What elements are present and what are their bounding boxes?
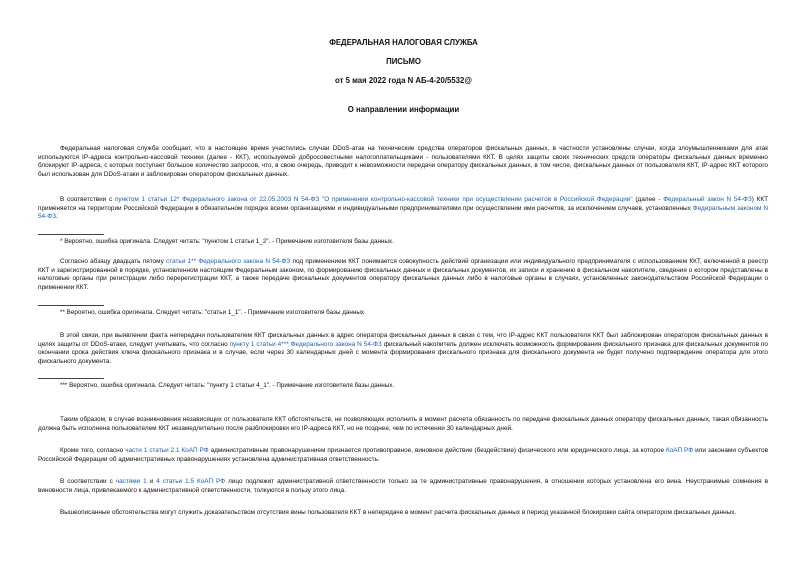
link-koap[interactable]: КоАП РФ bbox=[665, 447, 694, 454]
paragraph-7-text-3: лицо подлежит административной ответственности только за те административные правонарушения, в отношении которых установлена его вина. Неустранимые сомнения в виновности лица, привлекаемого к административной ответственности, толкуются в пользу этого лица. bbox=[38, 478, 768, 494]
footnote-2: ** Вероятно, ошибка оригинала. Следует читать: "статьи 1_1". - Примечание изготовителя базы данных. bbox=[60, 309, 366, 316]
paragraph-6-text-2: административным правонарушением признается противоправное, виновное действие (бездействие) физического или юридического лица, за которое bbox=[208, 447, 666, 454]
paragraph-5: Таким образом, в случае возникновения независящих от пользователя ККТ обстоятельств, не позволяющих исполнить в момент расчета обязанность по передаче фискальных данных оператору фискальных данных, такая обязанность должна быть исполнена пользователем ККТ незамедлительно после разблокировки его IP-адреса ККТ, но не позднее, чем по истечении 30 календарных дней. bbox=[38, 416, 768, 432]
paragraph-6-text-3: или законами субъектов Российской Федерации об административных правонарушениях установлена административная ответственность. bbox=[38, 447, 769, 463]
link-law-54fz-short[interactable]: Федеральный закон N 54-ФЗ bbox=[663, 196, 752, 203]
paragraph-4 bbox=[38, 332, 768, 367]
paragraph-6-text-1: Кроме того, согласно bbox=[60, 447, 126, 454]
link-law-54fz-article-1[interactable]: статьи 1** Федерального закона N 54-ФЗ bbox=[166, 258, 291, 265]
paragraph-2-text-4: . bbox=[55, 213, 58, 221]
paragraph-2-text-3: ) ККТ применяется на территории Российской Федерации в обязательном порядке всеми организациями и индивидуальными предпринимателями при осуществлении ими расчетов, за исключением случаев, установленных bbox=[38, 196, 768, 212]
paragraph-7-text-1: В соответствии с bbox=[60, 478, 116, 485]
paragraph-3-text-1: Согласно абзацу двадцать пятому bbox=[60, 258, 167, 265]
paragraph-6 bbox=[38, 447, 768, 464]
paragraph-7-text-2: и bbox=[146, 478, 157, 485]
paragraph-7 bbox=[38, 478, 768, 495]
paragraph-3 bbox=[38, 258, 768, 293]
agency-title: ФЕДЕРАЛЬНАЯ НАЛОГОВАЯ СЛУЖБА bbox=[329, 38, 478, 47]
footnote-divider-2 bbox=[38, 305, 104, 306]
paragraph-2-text-2: (далее - bbox=[632, 196, 664, 203]
paragraph-8: Вышеописанные обстоятельства могут служить доказательством отсутствия вины пользователя ККТ в непередаче в момент расчета фискальных данных в период указанной блокировки сайта оператором фискальных данных. bbox=[60, 509, 737, 516]
link-law-54fz-ref[interactable]: Федеральным законом N 54-ФЗ bbox=[38, 204, 768, 221]
link-koap-parts-1[interactable]: частями 1 bbox=[115, 478, 147, 485]
paragraph-2 bbox=[38, 196, 768, 222]
footnote-divider-1 bbox=[38, 234, 104, 235]
paragraph-3-text-2: под применением ККТ понимается совокупность действий организации или индивидуального предпринимателя с использованием ККТ, включенной в реестр ККТ и зарегистрированной в порядке, установленном настоящим Федеральным законом, по формированию фискальных данных и фискальных документов, их записи и хранению в фискальном накопителе, сведения о котором представлены в налоговые органы при регистрации либо перерегистрации ККТ, а также передаче фискальных документов оператору фискальных данных либо в налоговые органы в случаях, установленных законодательством Российской Федерации о применении ККТ. bbox=[38, 258, 769, 292]
paragraph-4-text-1: В этой связи, при выявлении факта непередачи пользователем ККТ фискальных данных в адрес оператора фискальных данных в связи с тем, что IP-адрес ККТ пользователя ККТ был заблокирован оператором фискальных данных в целях защиты от DDoS-атаки, следует учитывать, что согласно bbox=[38, 332, 768, 348]
document-type: ПИСЬМО bbox=[386, 57, 421, 66]
paragraph-4-text-2: фискальный накопитель должен исключать возможность формирования фискального признака для фискальных документов по окончании срока действия ключа фискального признака и в случае, если через 30 календарных дней с момента формирования фискального признака для фискального документа не будет получено подтверждение оператора для этого фискального документа. bbox=[38, 340, 768, 366]
footnote-1: * Вероятно, ошибка оригинала. Следует читать: "пунктом 1 статьи 1_2". - Примечание изготовителя базы данных. bbox=[60, 238, 394, 245]
paragraph-1: Федеральная налоговая служба сообщает, что в настоящее время участились случаи DDoS-атак на технические средства операторов фискальных данных, в частности установлены случаи, когда злоумышленниками для атак используются IP-адреса контрольно-кассовой техники (далее - ККТ), используемой добросовестными налогоплательщиками - пользователями ККТ. В целях защиты своих технических средств операторы фискальных данных временно блокируют IP-адреса, с которых поступает большое количество запросов, что, в свою очередь, приводит к невозможности передачи оператору фискальных данных, в том числе, фискальных данных от пользователя ККТ, IP-адрес ККТ которого был использован для DDoS-атаки и заблокирован оператором фискальных данных. bbox=[38, 145, 768, 179]
link-law-54fz-article-4[interactable]: пункту 1 статьи 4*** Федерального закона N 54-ФЗ bbox=[229, 340, 382, 348]
link-koap-article-2-1[interactable]: части 1 статьи 2.1 КоАП РФ bbox=[125, 447, 209, 454]
footnote-divider-3 bbox=[38, 378, 104, 379]
link-koap-article-1-5[interactable]: 4 статьи 1.5 КоАП РФ bbox=[156, 478, 226, 485]
link-law-54fz-article-12[interactable]: пунктом 1 статьи 12* Федерального закона от 22.05.2003 N 54-ФЗ "О применении контрольно-кассовой техники при осуществлении расчетов в Российской Федерации" bbox=[114, 196, 633, 203]
footnote-3: *** Вероятно, ошибка оригинала. Следует читать: "пункту 1 статьи 4_1". - Примечание изготовителя базы данных. bbox=[60, 382, 395, 389]
paragraph-2-text-1: В соответствии с bbox=[60, 196, 115, 203]
document-date-number: от 5 мая 2022 года N АБ-4-20/5532@ bbox=[335, 76, 472, 85]
document-subject: О направлении информации bbox=[347, 105, 460, 114]
